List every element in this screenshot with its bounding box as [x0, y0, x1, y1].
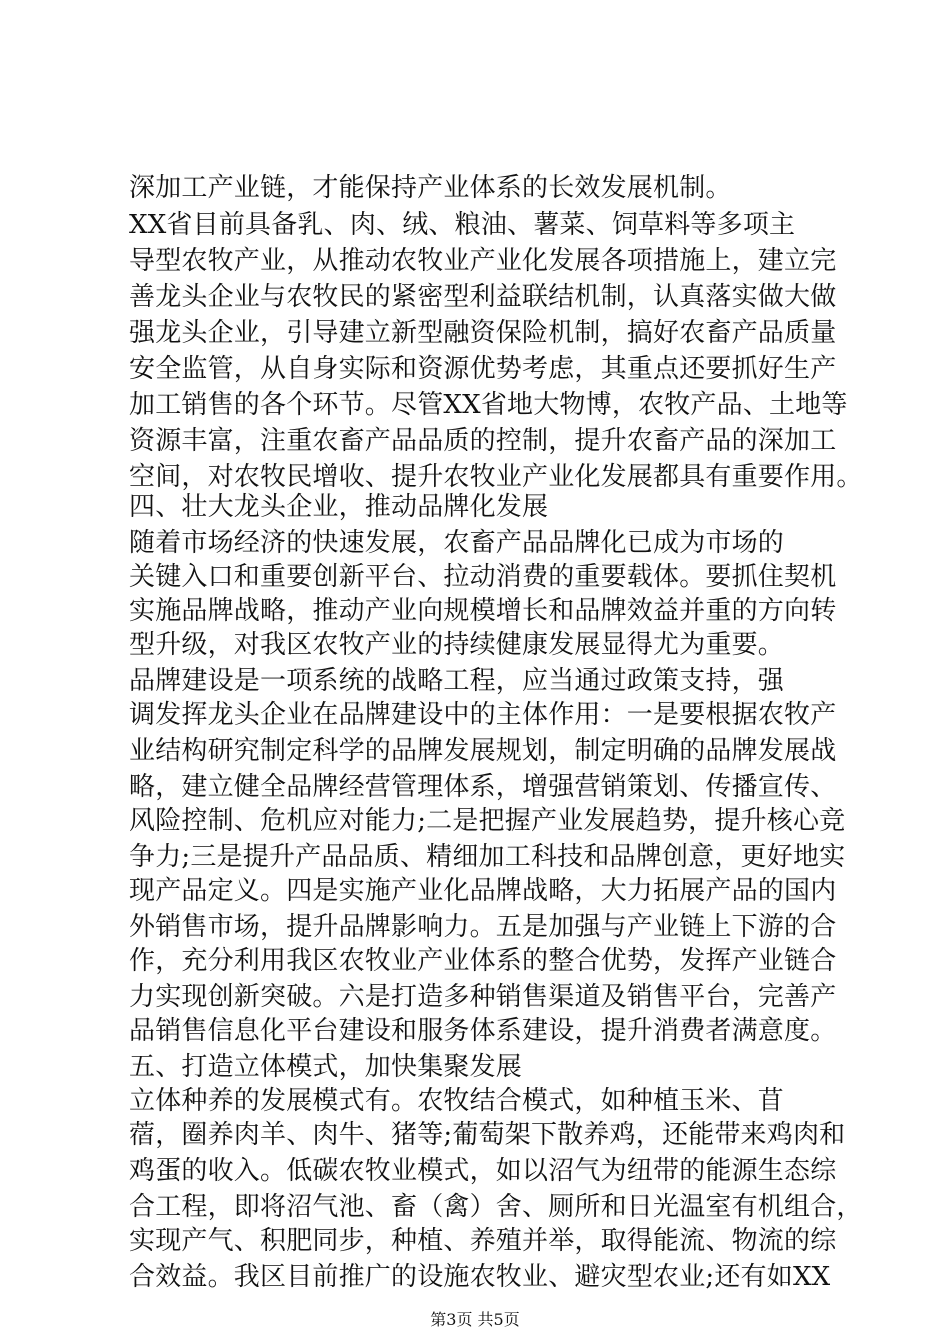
- body-text-line: 外销售市场，提升品牌影响力。五是加强与产业链上下游的合: [129, 912, 837, 942]
- body-text-line: 资源丰富，注重农畜产品品质的控制，提升农畜产品的深加工: [129, 426, 837, 456]
- body-text-line: 关键入口和重要创新平台、拉动消费的重要载体。要抓住契机: [129, 562, 837, 592]
- body-text-line: 善龙头企业与农牧民的紧密型利益联结机制，认真落实做大做: [129, 282, 837, 312]
- body-text-line: 品销售信息化平台建设和服务体系建设，提升消费者满意度。: [129, 1016, 837, 1046]
- body-text-line: 业结构研究制定科学的品牌发展规划，制定明确的品牌发展战: [129, 736, 837, 766]
- body-text-line: XX省目前具备乳、肉、绒、粮油、薯菜、饲草料等多项主: [129, 210, 796, 240]
- body-text-line: 导型农牧产业，从推动农牧业产业化发展各项措施上，建立完: [129, 246, 837, 276]
- body-text-line: 型升级，对我区农牧产业的持续健康发展显得尤为重要。: [129, 630, 785, 660]
- body-text-line: 现产品定义。四是实施产业化品牌战略，大力拓展产品的国内: [129, 876, 837, 906]
- body-text-line: 风险控制、危机应对能力;二是把握产业发展趋势，提升核心竞: [129, 806, 846, 836]
- body-text-line: 合工程，即将沼气池、畜（禽）舍、厕所和日光温室有机组合，: [129, 1192, 863, 1222]
- body-text-line: 略，建立健全品牌经营管理体系，增强营销策划、传播宣传、: [129, 772, 837, 802]
- body-text-line: 空间，对农牧民增收、提升农牧业产业化发展都具有重要作用。: [129, 462, 863, 492]
- body-text-line: 品牌建设是一项系统的战略工程，应当通过政策支持，强: [129, 666, 785, 696]
- body-text-line: 实施品牌战略，推动产业向规模增长和品牌效益并重的方向转: [129, 596, 837, 626]
- body-text-line: 调发挥龙头企业在品牌建设中的主体作用：一是要根据农牧产: [129, 700, 837, 730]
- body-text-line: 加工销售的各个环节。尽管XX省地大物博，农牧产品、土地等: [129, 390, 848, 420]
- body-text-line: 深加工产业链，才能保持产业体系的长效发展机制。: [129, 173, 732, 203]
- body-text-line: 安全监管，从自身实际和资源优势考虑，其重点还要抓好生产: [129, 354, 837, 384]
- body-text-line: 实现产气、积肥同步，种植、养殖并举，取得能流、物流的综: [129, 1226, 837, 1256]
- section-heading: 五、打造立体模式，加快集聚发展: [129, 1052, 523, 1082]
- body-text-line: 随着市场经济的快速发展，农畜产品品牌化已成为市场的: [129, 528, 785, 558]
- body-text-line: 力实现创新突破。六是打造多种销售渠道及销售平台，完善产: [129, 982, 837, 1012]
- body-text-line: 强龙头企业，引导建立新型融资保险机制，搞好农畜产品质量: [129, 318, 837, 348]
- body-text-line: 立体种养的发展模式有。农牧结合模式，如种植玉米、苜: [129, 1086, 785, 1116]
- body-text-line: 合效益。我区目前推广的设施农牧业、避灾型农业;还有如XX: [129, 1262, 831, 1292]
- section-heading: 四、壮大龙头企业，推动品牌化发展: [129, 492, 549, 522]
- body-text-line: 蓿，圈养肉羊、肉牛、猪等;葡萄架下散养鸡，还能带来鸡肉和: [129, 1120, 846, 1150]
- page-number-footer: 第3页 共5页: [430, 1310, 520, 1329]
- body-text-line: 作，充分利用我区农牧业产业体系的整合优势，发挥产业链合: [129, 946, 837, 976]
- body-text-line: 鸡蛋的收入。低碳农牧业模式，如以沼气为纽带的能源生态综: [129, 1156, 837, 1186]
- body-text-line: 争力;三是提升产品品质、精细加工科技和品牌创意，更好地实: [129, 842, 846, 872]
